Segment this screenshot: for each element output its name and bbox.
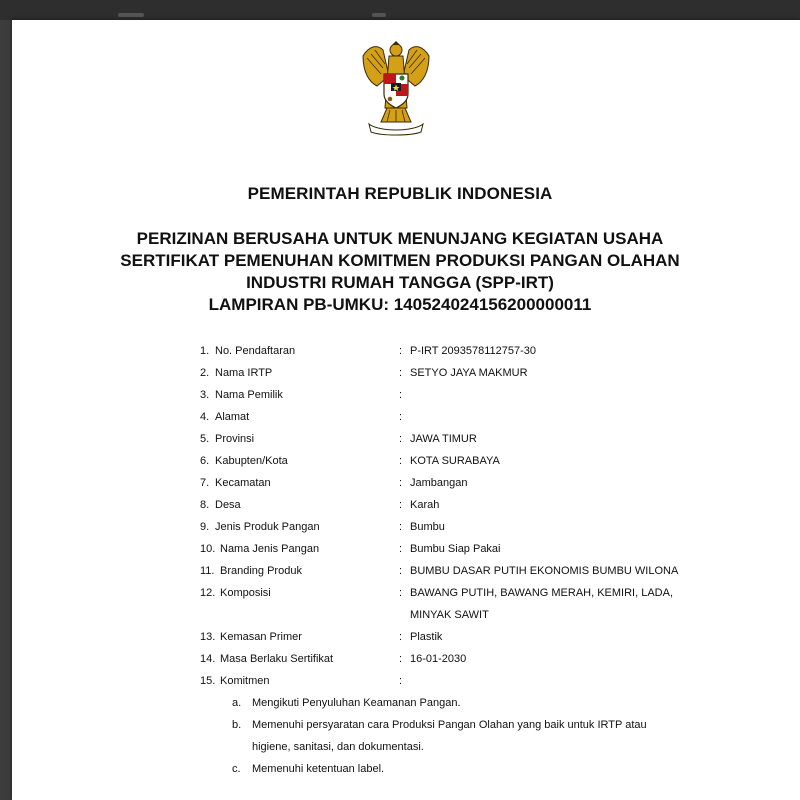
- field-value: Bumbu Siap Pakai: [410, 543, 501, 555]
- title-line-3: INDUSTRI RUMAH TANGGA (SPP-IRT): [246, 273, 554, 292]
- field-number: 11.: [200, 565, 215, 577]
- field-label: Komposisi: [220, 587, 271, 599]
- field-number: 10.: [200, 543, 216, 555]
- field-row: [200, 516, 720, 538]
- field-number: 1.: [200, 345, 210, 357]
- field-colon: :: [399, 675, 403, 687]
- field-colon: :: [399, 411, 403, 423]
- commitment-text-continued: higiene, sanitasi, dan dokumentasi.: [252, 741, 424, 753]
- viewer-toolbar: [0, 0, 800, 20]
- field-colon: :: [399, 499, 403, 511]
- field-row: [200, 560, 720, 582]
- commitment-text: Mengikuti Penyuluhan Keamanan Pangan.: [252, 697, 461, 709]
- field-value: BAWANG PUTIH, BAWANG MERAH, KEMIRI, LADA, MINYAK SAWIT: [410, 587, 674, 621]
- garuda-emblem-icon: [355, 36, 437, 136]
- field-number: 12.: [200, 587, 216, 599]
- title-line-2: SERTIFIKAT PEMENUHAN KOMITMEN PRODUKSI PANGAN OLAHAN: [120, 251, 680, 270]
- field-colon: :: [399, 631, 403, 643]
- title-line-1: PERIZINAN BERUSAHA UNTUK MENUNJANG KEGIATAN USAHA: [136, 229, 664, 248]
- toolbar-blur: [372, 13, 386, 17]
- field-colon: :: [399, 565, 403, 577]
- field-value: Plastik: [410, 631, 443, 643]
- field-row: [200, 472, 720, 494]
- commitment-item: [232, 758, 752, 780]
- field-label: Jenis Produk Pangan: [215, 521, 320, 533]
- field-colon: :: [399, 477, 403, 489]
- field-row: [200, 384, 720, 406]
- field-colon: :: [399, 653, 403, 665]
- field-label: No. Pendaftaran: [215, 345, 296, 357]
- field-value: JAWA TIMUR: [410, 433, 477, 445]
- field-number: 5.: [200, 433, 210, 445]
- field-colon: :: [399, 345, 403, 357]
- field-number: 3.: [200, 389, 210, 401]
- field-row: [200, 582, 720, 626]
- field-label: Alamat: [215, 411, 250, 423]
- field-label: Komitmen: [220, 675, 270, 687]
- commitment-letter: a.: [232, 697, 242, 709]
- title-line-4: LAMPIRAN PB-UMKU: 1405240241562000000​11: [208, 295, 592, 314]
- government-heading: PEMERINTAH REPUBLIK INDONESIA: [247, 184, 553, 203]
- field-row: [200, 340, 720, 362]
- field-label: Nama Pemilik: [215, 389, 283, 401]
- field-label: Provinsi: [215, 433, 255, 445]
- field-label: Nama IRTP: [215, 367, 273, 379]
- field-label: Nama Jenis Pangan: [220, 543, 320, 555]
- field-row: [200, 494, 720, 516]
- commitment-list: [232, 692, 752, 780]
- field-value: P-IRT 2093578112757-30: [410, 345, 536, 357]
- commitment-item: [232, 714, 752, 758]
- commitment-text: Memenuhi persyaratan cara Produksi Pangan Olahan yang baik untuk IRTP atau: [252, 719, 647, 731]
- field-number: 4.: [200, 411, 210, 423]
- field-colon: :: [399, 521, 403, 533]
- field-value: BUMBU DASAR PUTIH EKONOMIS BUMBU WILONA: [410, 565, 679, 577]
- commitment-text: Memenuhi ketentuan label.: [252, 763, 385, 775]
- field-value: Bumbu: [410, 521, 445, 533]
- field-colon: :: [399, 543, 403, 555]
- field-value: 16-01-2030: [410, 653, 467, 665]
- field-row: [200, 406, 720, 428]
- toolbar-blur: [118, 13, 144, 17]
- field-number: 13.: [200, 631, 216, 643]
- field-row: [200, 538, 720, 560]
- field-value: Karah: [410, 499, 440, 511]
- registration-fields: [200, 340, 720, 692]
- commitment-letter: c.: [232, 763, 241, 775]
- field-label: Desa: [215, 499, 241, 511]
- field-row: [200, 648, 720, 670]
- field-colon: :: [399, 433, 403, 445]
- field-label: Kabupten/Kota: [215, 455, 288, 467]
- field-label: Kecamatan: [215, 477, 271, 489]
- field-colon: :: [399, 367, 403, 379]
- field-value: SETYO JAYA MAKMUR: [410, 367, 528, 379]
- field-number: 6.: [200, 455, 210, 467]
- field-row: [200, 362, 720, 384]
- field-colon: :: [399, 389, 403, 401]
- field-number: 8.: [200, 499, 210, 511]
- field-label: Kemasan Primer: [220, 631, 302, 643]
- field-label: Branding Produk: [220, 565, 302, 577]
- field-number: 9.: [200, 521, 210, 533]
- field-value: Jambangan: [410, 477, 468, 489]
- commitment-item: [232, 692, 752, 714]
- field-number: 15.: [200, 675, 216, 687]
- field-row: [200, 450, 720, 472]
- field-row: [200, 626, 720, 648]
- commitment-letter: b.: [232, 719, 242, 731]
- field-number: 7.: [200, 477, 210, 489]
- document-title: [0, 228, 800, 316]
- field-value: KOTA SURABAYA: [410, 455, 500, 467]
- field-row: [200, 428, 720, 450]
- field-colon: :: [399, 587, 403, 599]
- field-label: Masa Berlaku Sertifikat: [220, 653, 334, 665]
- field-row: [200, 670, 720, 692]
- field-number: 14.: [200, 653, 216, 665]
- field-colon: :: [399, 455, 403, 467]
- field-number: 2.: [200, 367, 210, 379]
